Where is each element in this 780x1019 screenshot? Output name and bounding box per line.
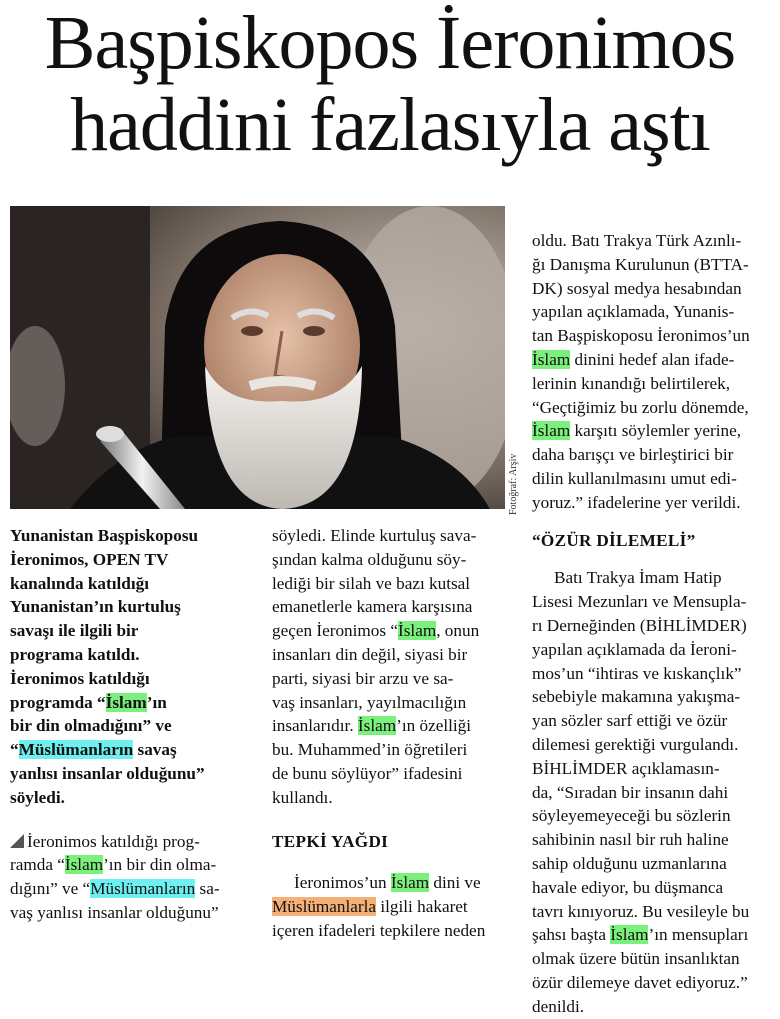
text-line: lediği bir silah ve bazı kutsal (272, 573, 471, 593)
text-line: denildi. (532, 996, 585, 1016)
text-span: ’ın mensupları (648, 925, 749, 945)
text-line: de bunu söylüyor” ifadesini (272, 763, 463, 783)
text-line: BİHLİMDER açıklamasın- (532, 758, 720, 778)
text-line: mos’un “ihtiras ve kıskançlık” (532, 663, 742, 683)
text-line: oldu. Batı Trakya Türk Azınlı- (532, 231, 742, 250)
text-line: İeronimos katıldığı (10, 668, 150, 688)
text-span: dinini hedef alan ifade- (570, 349, 735, 369)
body-paragraph (532, 229, 776, 515)
text-line: havale ediyor, bu düşmanca (532, 877, 724, 897)
text-line: sahibinin nasıl bir ruh haline (532, 830, 729, 850)
text-span: İeronimos’un (294, 873, 391, 893)
text-line: bir din olmadığını” ve (10, 716, 172, 736)
text-line: yan sözler sarf ettiği ve özür (532, 711, 728, 731)
text-span: karşıtı söylemler yerine, (570, 421, 742, 441)
text-line: içeren ifadeleri tepkilere neden (272, 920, 486, 940)
column-3 (532, 229, 776, 1019)
text-line: daha barışçı ve birleştirici bir (532, 445, 734, 465)
text-line: “Geçtiğimiz bu zorlu dönemde, (532, 397, 749, 417)
text-line: Yunanistan Başpiskoposu (10, 526, 199, 545)
text-line (10, 877, 262, 901)
text-line: yoruz.” ifadelerine yer verildi. (532, 492, 741, 512)
text-line: DK) sosyal medya hesabından (532, 278, 742, 298)
text-line: ğı Danışma Kurulunun (BTTA- (532, 254, 749, 274)
text-line: Batı Trakya İmam Hatip (554, 568, 722, 588)
text-line: savaşı ile ilgili bir (10, 621, 139, 641)
text-span: dini ve (429, 873, 481, 893)
text-span: dığını” ve “ (10, 879, 91, 899)
highlighted-term: İslam (357, 716, 397, 736)
text-line: İeronimos, OPEN TV (10, 549, 169, 569)
text-line: söyleyemeyeceği bu sözlerin (532, 806, 731, 826)
text-line: yanlısı insanlar olduğunu” (10, 763, 205, 783)
text-span: şahsı başta (532, 925, 611, 945)
text-span: ramda “ (10, 855, 65, 875)
text-line: söyledi. (10, 787, 65, 807)
text-line: kullandı. (272, 787, 333, 807)
text-line (10, 738, 262, 762)
text-line (272, 895, 517, 919)
lead-paragraph (10, 524, 262, 810)
body-paragraph (532, 566, 776, 1018)
highlighted-term: İslam (105, 692, 147, 712)
highlighted-term: Müslümanların (90, 879, 196, 899)
text-line: emanetlerle kamera karşısına (272, 597, 473, 617)
text-line: yapılan açıklamada da İeroni- (532, 639, 737, 659)
text-span: ’ın bir din olma- (103, 855, 217, 875)
text-line: Lisesi Mezunları ve Mensupla- (532, 592, 747, 612)
text-span: programda “ (10, 692, 106, 712)
headline (0, 2, 780, 166)
text-line: da, “Sıradan bir insanın dahi (532, 782, 729, 802)
highlighted-term: Müslümanların (18, 740, 134, 760)
body-paragraph (10, 830, 262, 925)
highlighted-term: İslam (532, 349, 571, 369)
text-line: yapılan açıklamada, Yunanis- (532, 302, 735, 322)
headline-line-1: Başpiskopos İeronimos (44, 1, 736, 85)
text-line: vaş insanları, yayılmacılığın (272, 692, 467, 712)
text-line (272, 619, 517, 643)
text-line (532, 348, 776, 372)
text-span: “ (10, 740, 19, 760)
column-2 (272, 524, 517, 943)
highlighted-term: İslam (532, 421, 571, 441)
text-span: ’ın özelliği (396, 716, 472, 736)
portrait-illustration (10, 206, 505, 509)
subheading-ozur-dilemeli: “ÖZÜR DİLEMELİ” (532, 530, 696, 550)
text-span: savaş (133, 740, 177, 760)
text-line: sahip olduğunu uzmanlarına (532, 853, 727, 873)
headline-line-2: haddini fazlasıyla aştı (70, 83, 710, 167)
text-span: , onun (436, 621, 480, 641)
text-line: programa katıldı. (10, 644, 140, 664)
text-line (272, 871, 517, 895)
paragraph-marker-icon (10, 834, 24, 848)
text-span: ’ın (146, 692, 167, 712)
body-paragraph (272, 524, 517, 810)
text-line: insanları din değil, siyasi bir (272, 644, 468, 664)
text-span: insanlarıdır. (272, 716, 358, 736)
text-line (10, 830, 262, 854)
text-line (532, 923, 776, 947)
text-line: dilemesi gerektiği vurgulandı. (532, 734, 739, 754)
text-line: rı Derneğinden (BİHLİMDER) (532, 615, 747, 635)
text-line (10, 853, 262, 877)
body-paragraph (272, 871, 517, 942)
text-line: vaş yanlısı insanlar olduğunu” (10, 902, 219, 922)
text-span: ilgili hakaret (376, 897, 468, 917)
text-line: olmak üzere bütün insanlıktan (532, 949, 740, 969)
text-line: kanalında katıldığı (10, 573, 149, 593)
text-span: geçen İeronimos “ (272, 621, 398, 641)
highlighted-term: İslam (390, 873, 430, 893)
text-line: tavrı kınıyoruz. Bu vesileyle bu (532, 901, 750, 921)
text-line: Yunanistan’ın kurtuluş (10, 597, 181, 617)
text-line: dilin kullanılmasını umut edi- (532, 468, 737, 488)
text-line: söyledi. Elinde kurtuluş sava- (272, 526, 477, 545)
highlighted-term: İslam (64, 855, 104, 875)
text-line: tan Başpiskoposu İeronimos’un (532, 326, 750, 346)
highlighted-term: Müslümanlarla (272, 897, 377, 917)
photo-credit: Fotoğraf: Arşiv (508, 453, 519, 515)
article-photo (10, 206, 505, 509)
text-line: bu. Muhammed’in öğretileri (272, 740, 468, 760)
subheading-tepki-yagdi: TEPKİ YAĞDI (272, 831, 389, 851)
column-1 (10, 524, 262, 925)
text-span: İeronimos katıldığı prog- (27, 831, 200, 851)
text-line: lerinin kınandığı belirtilerek, (532, 373, 731, 393)
text-span: sa- (195, 879, 220, 899)
text-line: parti, siyasi bir arzu ve sa- (272, 668, 454, 688)
text-line (272, 714, 517, 738)
text-line: sebebiyle makamına yakışma- (532, 687, 741, 707)
text-line (532, 419, 776, 443)
text-line: şından kalma olduğunu söy- (272, 549, 467, 569)
text-line: özür dilemeye davet ediyoruz.” (532, 972, 748, 992)
highlighted-term: İslam (610, 925, 649, 945)
text-line (10, 691, 262, 715)
highlighted-term: İslam (398, 621, 437, 641)
